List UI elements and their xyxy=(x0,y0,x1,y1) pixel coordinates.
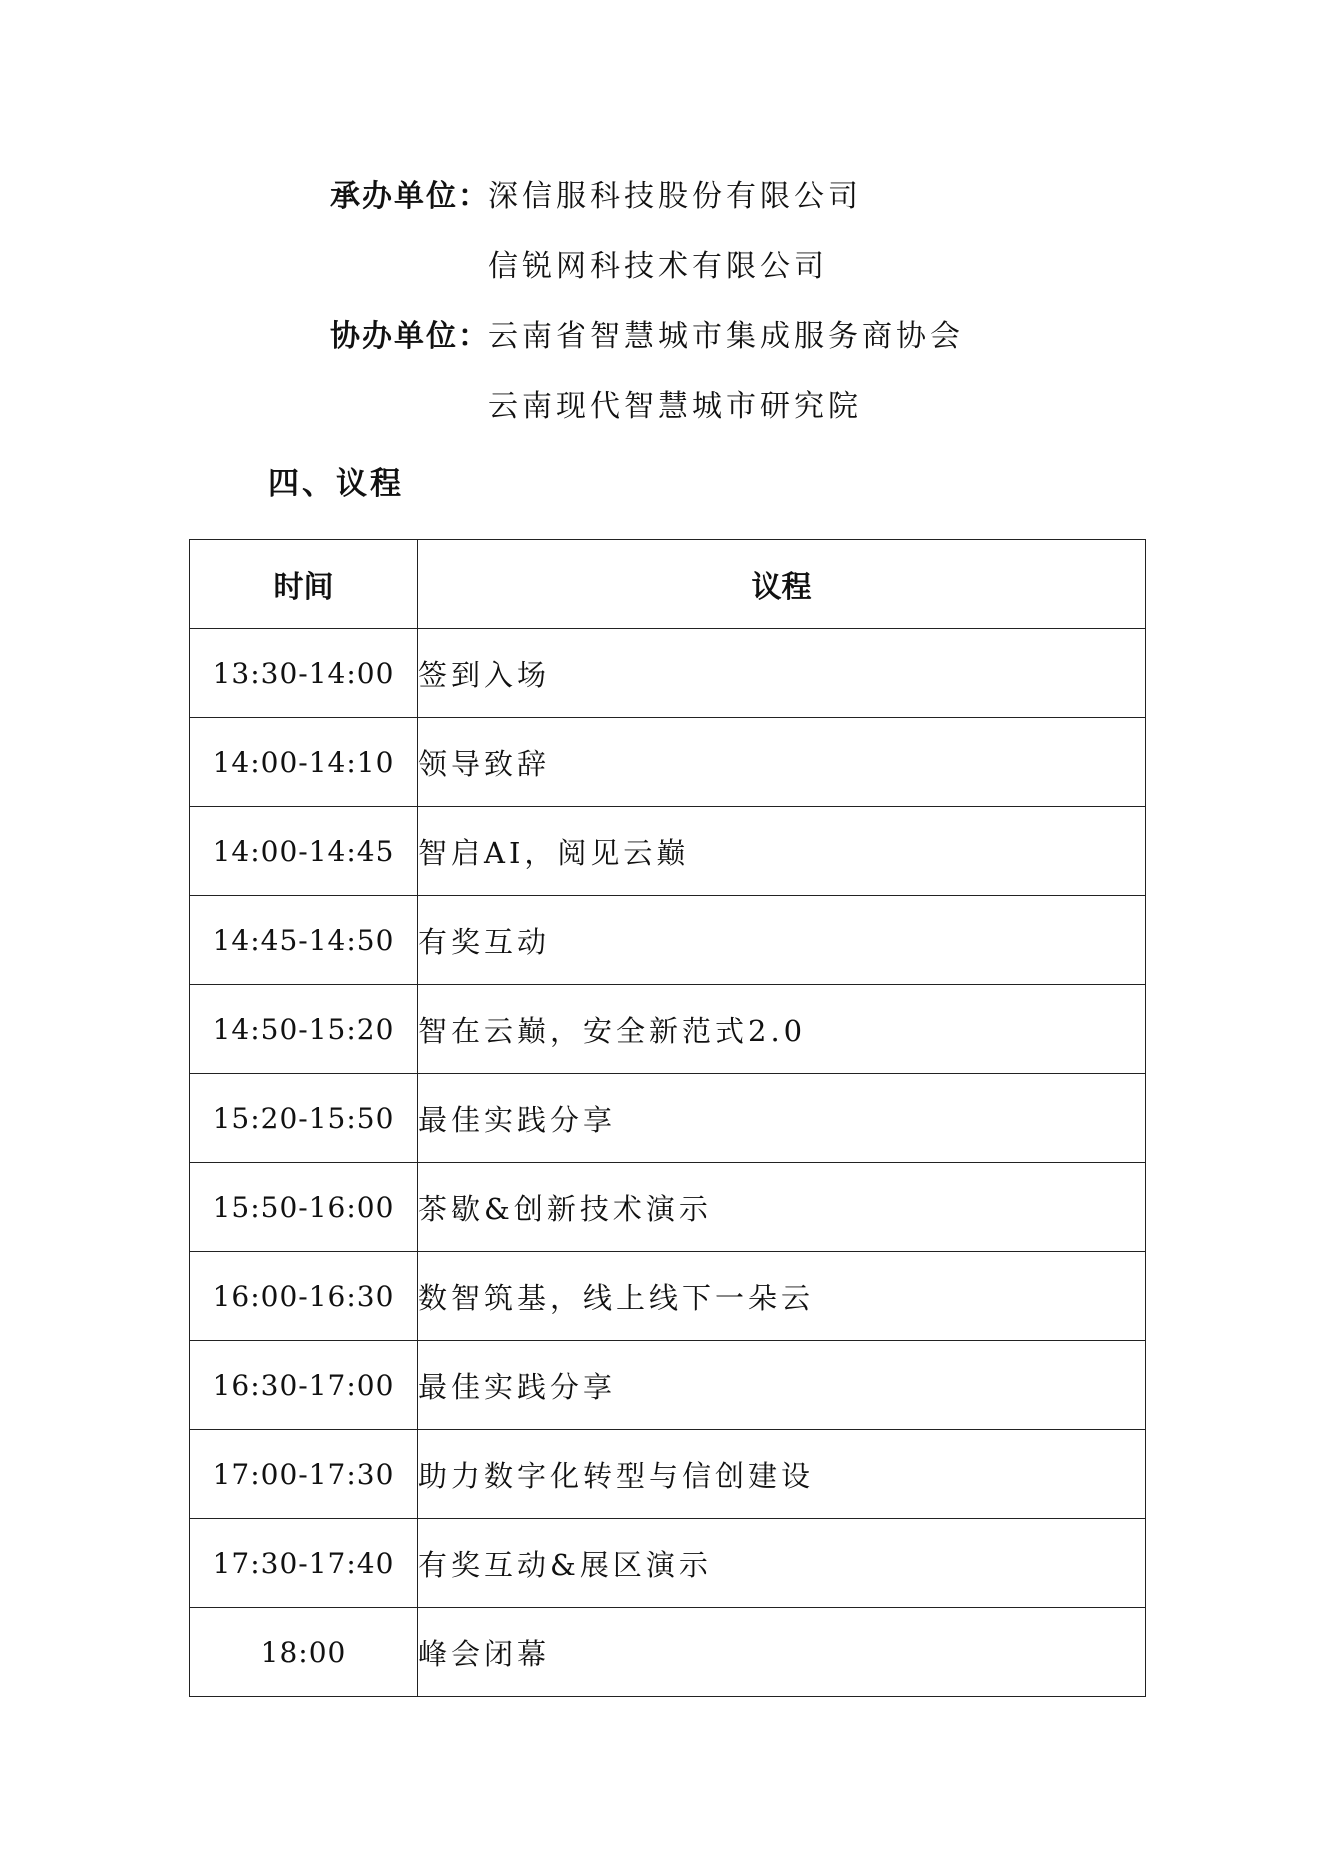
row-time: 17:00-17:30 xyxy=(190,1430,418,1519)
agenda-table xyxy=(189,539,1146,1697)
table-row xyxy=(190,1430,1146,1519)
row-item: 最佳实践分享 xyxy=(418,1341,1146,1430)
row-time: 17:30-17:40 xyxy=(190,1519,418,1608)
row-time: 15:50-16:00 xyxy=(190,1163,418,1252)
row-time: 14:45-14:50 xyxy=(190,896,418,985)
row-time: 18:00 xyxy=(190,1608,418,1697)
row-item: 助力数字化转型与信创建设 xyxy=(418,1430,1146,1519)
row-time: 16:30-17:00 xyxy=(190,1341,418,1430)
row-item: 智在云巅，安全新范式2.0 xyxy=(418,985,1146,1074)
table-row xyxy=(190,1074,1146,1163)
row-item: 茶歇&创新技术演示 xyxy=(418,1163,1146,1252)
row-time: 14:00-14:45 xyxy=(190,807,418,896)
table-row xyxy=(190,1163,1146,1252)
row-item: 最佳实践分享 xyxy=(418,1074,1146,1163)
co-value-1: 云南省智慧城市集成服务商协会 xyxy=(488,319,964,354)
table-row xyxy=(190,1519,1146,1608)
table-row xyxy=(190,1341,1146,1430)
host-value-1: 深信服科技股份有限公司 xyxy=(488,179,862,214)
host-value-2: 信锐网科技术有限公司 xyxy=(488,249,828,284)
co-value-2: 云南现代智慧城市研究院 xyxy=(488,389,862,424)
section-title: 四、议程 xyxy=(268,466,404,502)
row-item: 领导致辞 xyxy=(418,718,1146,807)
header-agenda: 议程 xyxy=(418,540,1146,629)
row-item: 数智筑基，线上线下一朵云 xyxy=(418,1252,1146,1341)
co-label: 协办单位： xyxy=(330,319,490,354)
row-time: 16:00-16:30 xyxy=(190,1252,418,1341)
row-item: 有奖互动&展区演示 xyxy=(418,1519,1146,1608)
table-row xyxy=(190,985,1146,1074)
row-time: 14:00-14:10 xyxy=(190,718,418,807)
table-row xyxy=(190,807,1146,896)
table-row xyxy=(190,896,1146,985)
table-row xyxy=(190,1608,1146,1697)
row-time: 14:50-15:20 xyxy=(190,985,418,1074)
table-header-row xyxy=(190,540,1146,629)
row-item: 有奖互动 xyxy=(418,896,1146,985)
row-item: 智启AI，阅见云巅 xyxy=(418,807,1146,896)
row-time: 13:30-14:00 xyxy=(190,629,418,718)
table-row xyxy=(190,1252,1146,1341)
host-label: 承办单位： xyxy=(330,179,490,214)
row-item: 签到入场 xyxy=(418,629,1146,718)
row-item: 峰会闭幕 xyxy=(418,1608,1146,1697)
header-time: 时间 xyxy=(190,540,418,629)
table-row xyxy=(190,718,1146,807)
table-row xyxy=(190,629,1146,718)
row-time: 15:20-15:50 xyxy=(190,1074,418,1163)
